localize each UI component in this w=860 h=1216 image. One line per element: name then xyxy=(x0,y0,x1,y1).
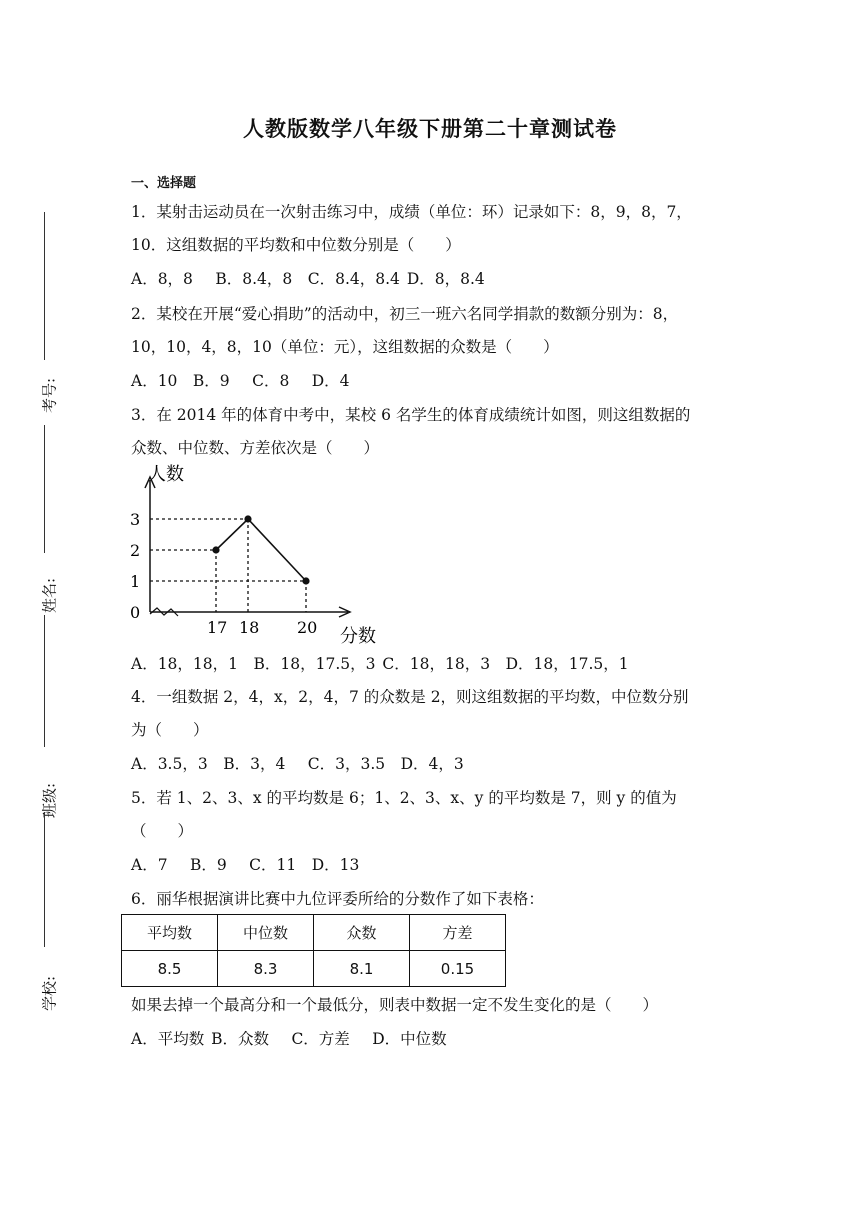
y-tick-label: 2 xyxy=(130,541,141,560)
table-row xyxy=(122,915,506,951)
table-cell: 8.5 xyxy=(122,951,218,987)
table-cell: 8.1 xyxy=(314,951,410,987)
table-header-cell: 方差 xyxy=(410,915,506,951)
side-rule-class xyxy=(44,615,45,747)
table-header-cell: 平均数 xyxy=(122,915,218,951)
question-4-options: A．3.5，3 B．3，4 C．3，3.5 D．4，3 xyxy=(131,755,464,773)
question-3-options: A．18，18，1 B．18，17.5，3 C．18，18，3 D．18，17.5，1 xyxy=(131,655,629,673)
x-tick-label: 18 xyxy=(239,618,260,637)
section-heading: 一、选择题 xyxy=(131,176,197,191)
question-2-line-2: 10，10，4，8，10（单位：元），这组数据的众数是（ ） xyxy=(131,338,559,356)
question-1-line-1: 1．某射击运动员在一次射击练习中，成绩（单位：环）记录如下：8，9，8，7， xyxy=(131,203,692,221)
question-5-options: A．7 B．9 C．11 D．13 xyxy=(131,856,360,874)
x-axis-label: 分数 xyxy=(340,626,376,647)
page-title: 人教版数学八年级下册第二十章测试卷 xyxy=(243,117,617,141)
side-rule-exam-number xyxy=(44,212,45,360)
question-5-line-2: （ ） xyxy=(131,822,194,840)
question-3-line-2: 众数、中位数、方差依次是（ ） xyxy=(131,439,380,457)
data-point xyxy=(244,515,251,522)
y-axis-label: 人数 xyxy=(148,464,184,485)
table-header-cell: 中位数 xyxy=(218,915,314,951)
question-3-chart xyxy=(128,462,388,647)
question-6-line-2: 如果去掉一个最高分和一个最低分，则表中数据一定不发生变化的是（ ） xyxy=(131,996,659,1014)
table-header-cell: 众数 xyxy=(314,915,410,951)
series-line xyxy=(216,519,306,581)
side-rule-school xyxy=(44,812,45,947)
table-row xyxy=(122,951,506,987)
side-label-exam-number: 考号: xyxy=(40,377,59,414)
side-label-school: 学校: xyxy=(40,975,59,1012)
question-1-line-2: 10．这组数据的平均数和中位数分别是（ ） xyxy=(131,236,461,254)
y-tick-label: 0 xyxy=(130,603,141,622)
question-2-line-1: 2．某校在开展“爱心捐助”的活动中，初三一班六名同学捐款的数额分别为：8， xyxy=(131,305,679,323)
question-4-line-1: 4．一组数据 2，4，x，2，4，7 的众数是 2，则这组数据的平均数，中位数分别 xyxy=(131,688,689,706)
x-tick-label: 20 xyxy=(297,618,318,637)
question-6-options: A．平均数 B．众数 C．方差 D．中位数 xyxy=(131,1030,447,1048)
side-label-name: 姓名: xyxy=(40,577,59,614)
data-point xyxy=(302,577,309,584)
side-rule-name xyxy=(44,425,45,553)
question-5-line-1: 5．若 1、2、3、x 的平均数是 6；1、2、3、x、y 的平均数是 7，则 y 的值为 xyxy=(131,789,677,807)
score-table xyxy=(121,914,506,987)
question-4-line-2: 为（ ） xyxy=(131,721,209,739)
table-cell: 8.3 xyxy=(218,951,314,987)
x-tick-label: 17 xyxy=(207,618,228,637)
question-3-line-1: 3．在 2014 年的体育中考中，某校 6 名学生的体育成绩统计如图，则这组数据的 xyxy=(131,406,691,424)
y-tick-label: 1 xyxy=(130,572,141,591)
table-cell: 0.15 xyxy=(410,951,506,987)
y-tick-label: 3 xyxy=(130,510,141,529)
question-1-options: A．8，8 B．8.4，8 C．8.4，8.4 D．8，8.4 xyxy=(131,270,485,288)
side-label-class: 班级: xyxy=(40,782,59,819)
question-6-line-1: 6．丽华根据演讲比赛中九位评委所给的分数作了如下表格： xyxy=(131,890,544,908)
data-point xyxy=(212,546,219,553)
question-2-options: A．10 B．9 C．8 D．4 xyxy=(131,372,350,390)
